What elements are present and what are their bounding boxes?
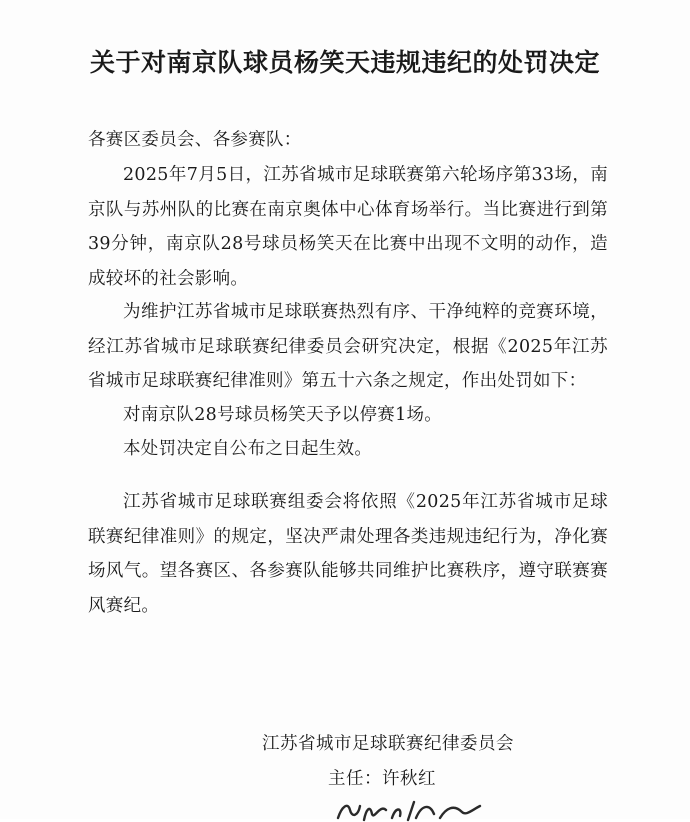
paragraph-decision-basis: 为维护江苏省城市足球联赛热烈有序、干净纯粹的竞赛环境，经江苏省城市足球联赛纪律委员会研究决定，根据《2025年江苏省城市足球联赛纪律准则》第五十六条之规定，作出处罚如下： <box>88 302 608 391</box>
signature-organization: 江苏省城市足球联赛纪律委员会 <box>262 734 514 754</box>
paragraph-penalty: 对南京队28号球员杨笑天予以停赛1场。 <box>123 405 443 425</box>
paragraph-statement: 江苏省城市足球联赛组委会将依照《2025年江苏省城市足球联赛纪律准则》的规定，坚决严肃处理各类违规违纪行为，净化赛场风气。望各赛区、各参赛队能够共同维护比赛秩序，遵守联赛赛风赛纪。 <box>88 492 608 616</box>
handwritten-signature <box>330 796 490 822</box>
paragraph-effective: 本处罚决定自公布之日起生效。 <box>123 439 373 459</box>
salutation: 各赛区委员会、各参赛队： <box>88 130 302 150</box>
paragraph-incident: 2025年7月5日，江苏省城市足球联赛第六轮场序第33场，南京队与苏州队的比赛在南京奥体中心体育场举行。当比赛进行到第39分钟，南京队28号球员杨笑天在比赛中出现不文明的动作，造成较坏的社会影响。 <box>88 165 608 289</box>
document-title: 关于对南京队球员杨笑天违规违纪的处罚决定 <box>89 47 600 77</box>
signature-chair: 主任：许秋红 <box>328 769 436 789</box>
